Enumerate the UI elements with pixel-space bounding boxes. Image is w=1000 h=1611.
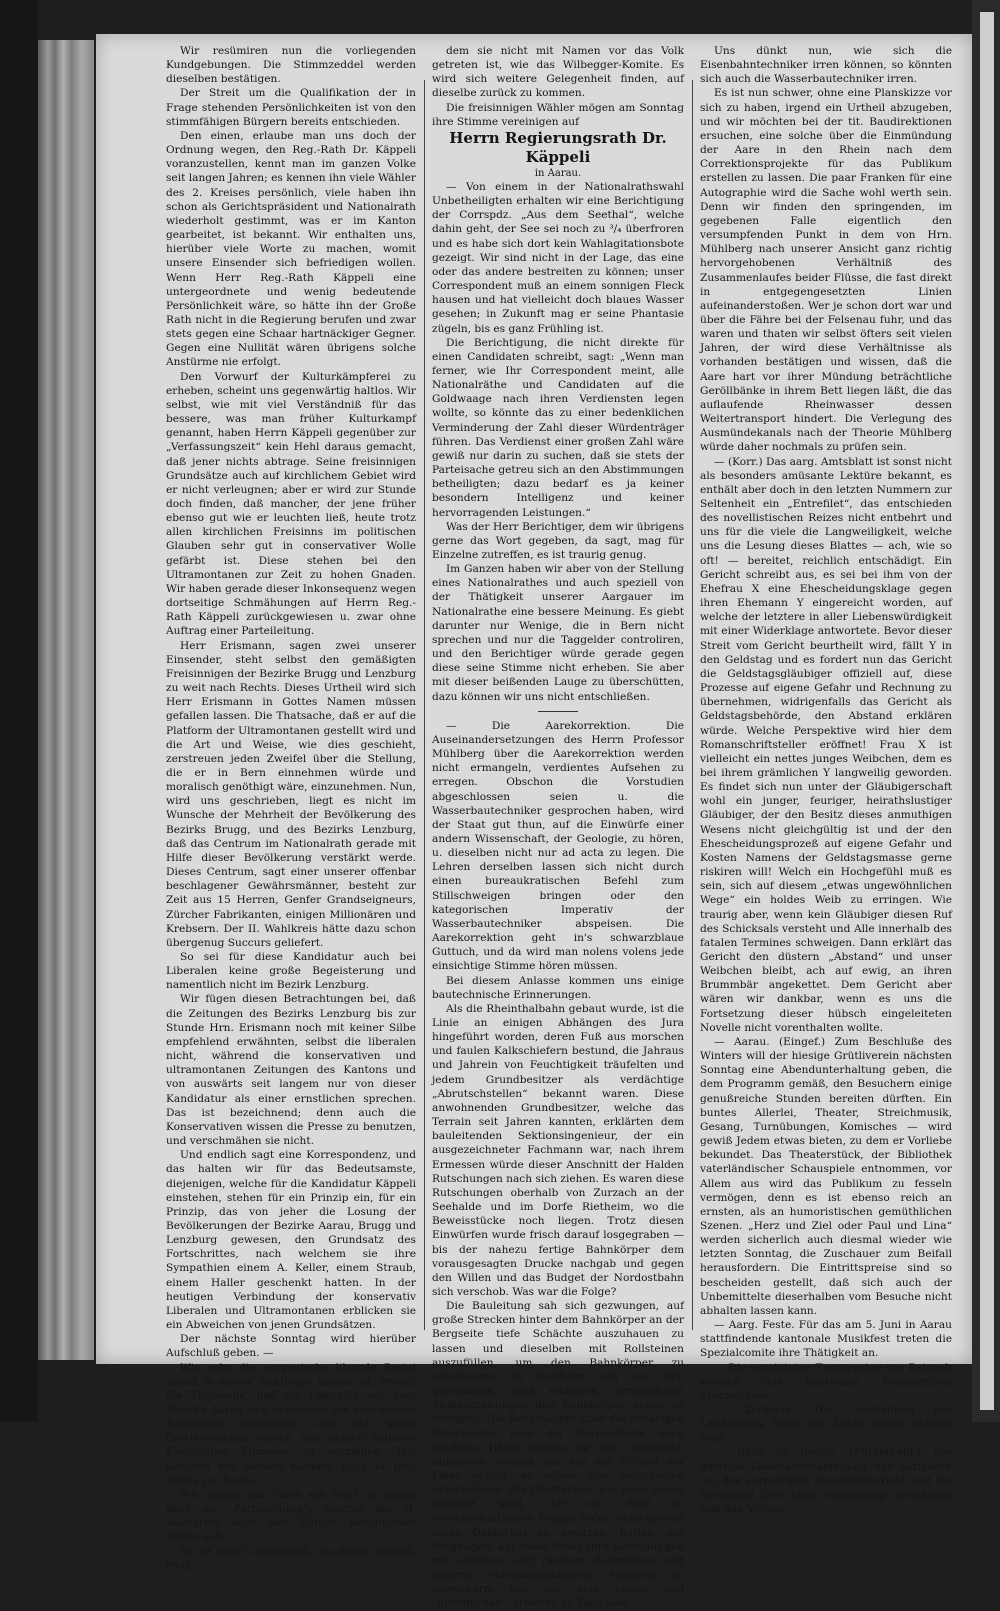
paragraph: Herr Erismann, sagen zwei unserer Einsender, steht selbst den gemäßigten Freisinnigen der Bezirke Brugg und Lenzburg zu weit nach Rechts. Dieses Urtheil wird sich Herr Erismann in Gottes Namen müssen gefallen lassen. Die Thatsache, daß er auf die Platform der Ultramontanen gestellt wird und die Art und Weise, wie dies geschieht, zerstreuen jeden Zweifel über die Stellung, die er in Bern einnehmen würde und moralisch genöthigt wäre, einzunehmen. Nun, wird uns geschrieben, liegt es nicht im Wunsche der Mehrheit der Bevölkerung des Bezirks Brugg, und des Bezirks Lenzburg, daß das Centrum im Nationalrath gerade mit Hilfe dieser Bevölkerung verstärkt werde. Dieses Centrum, sagt einer unserer offenbar beschlagener Gewährsmänner, besteht zur Zeit aus 15 Herren, Genfer Grandseigneurs, Zürcher Fabrikanten, einigen Millionären und Krebsern. Der II. Wahlkreis hätte dazu schon übergenug Succurs geliefert. — [166, 639, 416, 949]
paragraph: — Aarau. (Eingef.) Zum Beschluße des Winters will der hiesige Grütliverein nächsten Sonntag eine Abendunterhaltung geben, die dem Programm gemäß, den Besuchern einige genußreiche Stunden bereiten dürften. Ein buntes Allerlei, Theater, Streichmusik, Gesang, Turnübungen, Komisches — wird gewiß Jedem etwas bieten, zu dem er Vorliebe bekundet. Das Theaterstück, der Bibliothek vaterländischer Schauspiele entnommen, vor Allem aus wird das Publikum zu fesseln vermögen, denn es ist ebenso reich an ernsten, als an humoristischen gemüthlichen Szenen. „Herz und Ziel oder Paul und Lina“ werden sicherlich auch diesmal wieder wie letzten Sonntag, die Zuschauer zum Beifall herausfordern. Die Eintrittspreise sind so bescheiden gestellt, daß sich auch der Unbemittelte dieserhalben vom Besuche nicht abhalten lassen kann. — [700, 1035, 952, 1317]
candidate-subheading: in Aarau. — [534, 167, 582, 179]
paragraph: Wir hätten nun noch ein Wort zu sagen über die „Parteileitung“, welcher der II. Wahlkreis nach den Bünzer Beschlüssen folgen soll. — [166, 1488, 416, 1544]
column-rule-2 — [692, 80, 693, 1330]
candidate-heading: Herrn Regierungsrath Dr. Käppeli — [449, 128, 667, 166]
paragraph: — Zofingen. Die Ausziehung des Landsturms findet am Laufe dieses Monats statt. — [700, 1404, 952, 1445]
paragraph: Als die Rheinthalbahn gebaut wurde, ist die Linie an einigen Abhängen des Jura hingeführt worden, deren Fuß aus morschen und faulen Kalkschiefern bestund, die Jahraus und Jahrein von Feuchtigkeit träufelten und jedem Grundbesitzer als verdächtige „Abrutschstellen“ bekannt waren. Diese anwohnenden Grundbesitzer, welche das Terrain seit Jahren kannten, erklärten dem bauleitenden Sektionsingenieur, der ein ausgezeichneter Fachmann war, nach ihrem Ermessen würde dieser Anschnitt der Halden Rutschungen nach sich ziehen. Es waren diese Rutschungen oberhalb von Zurzach an der Seehalde und im Dorfe Rietheim, wo die Beweisstücke noch liegen. Trotz diesen Einwürfen wurde frisch darauf losgegraben — bis der nahezu fertige Bahnkörper dem vorausgesagten Drucke nachgab und gegen den Willen und das Budget der Nordostbahn sich verschob. Was war die Folge? — [432, 1002, 684, 1298]
paragraph: — Von einem in der Nationalrathswahl Unbetheiligten erhalten wir eine Berichtigung der Corrspdz. „Aus dem Seethal“, welche dahin geht, der See sei noch zu ³/₄ überfroren und es habe sich dort kein Wahlagitationsbote gezeigt. Wir sind nicht in der Lage, das eine oder das andere bestreiten zu können; unser Correspondent muß an einem sonnigen Fleck hausen und hat vielleicht doch blaues Wasser gesehen; in Zukunft mag er seine Phantasie zügeln, bis es ganz Frühling ist. — [432, 180, 684, 335]
paragraph: Im Ganzen haben wir aber von der Stellung eines Nationalrathes und auch speziell von der Thätigkeit unserer Aargauer im Nationalrathe eine bessere Meinung. Es giebt darunter nur Wenige, die in Bern nicht sprechen und nur die Taggelder controliren, und den Berichtiger würde gerade gegen diese seine Stimme nicht erheben. Sie aber mit dieser beißenden Lauge zu überschütten, dazu können wir uns nicht entschließen. — [432, 563, 684, 703]
paragraph: Den Vorwurf der Kulturkämpferei zu erheben, scheint uns gegenwärtig haltlos. Wir selbst, wie mit viel Verständniß für das bessere, was man früher Kulturkampf genannt, haben Herrn Käppeli gegenüber zur „Verfassungszeit“ kein Hehl daraus gemacht, daß jener nichts abtrage. Seine freisinnigen Grundsätze auch auf kirchlichem Gebiet wird er nicht verleugnen; aber er wird zur Stunde doch finden, daß mancher, der jene früher ebenso gut wie er leuchten ließ, heute trotz allen kirchlichen Freisinns im politischen Glauben sehr gut in conservativer Wolle gefärbt ist. Diese stehen bei den Ultramontanen zur Zeit zu hohen Gnaden. Wir haben gerade dieser Inkonsequenz wegen dortseitige Schmähungen auf Herrn Reg.-Rath Käppeli zurückgewiesen u. zwar ohne Auftrag einer Parteileitung. — [166, 370, 416, 638]
paragraph: Bei diesem Anlasse kommen uns einige bautechnische Erinnerungen. — [432, 974, 684, 1001]
next-page-edge — [980, 12, 994, 1410]
paragraph: Die freisinnigen Wähler mögen am Sonntag ihre Stimme vereinigen auf — [432, 101, 684, 128]
paragraph: Wir resümiren nun die vorliegenden Kundgebungen. Die Stimmzeddel werden dieselben bestätigen. — [166, 45, 416, 86]
paragraph: Was der Herr Berichtiger, dem wir übrigens gerne das Wort gegeben, da sagt, mag für Einzelne zutreffen, es ist traurig genug. — [432, 520, 684, 561]
paragraph: Die Bauleitung sah sich gezwungen, auf große Strecken hinter dem Bahnkörper an der Bergseite tiefe Schächte auszuhauen zu lassen und dieselben mit Rollsteinen auszufüllen, um den Bahnkörper zu entwässern. In Rietheim sah sie sich gezwungen, nach endlosen, vergeblichen Stollengrabungen den Bahnkörper etwas zu verlegen. Die Rechnungen über die daherigen Mehrkosten wird die Nordostbahn noch besitzen. Hätte damals die sich untrüglich dünkende Technik nur auf das Urtheil der Laien gehört, so wären jene Mehrkosten unterblieben. Die Dilettanten, wie jeder gerne genannt wird, der ein Wort in wissenschaftlichen Fragen redet, ohne gerade einen Doktorhut zu besitzen, hatten das Vergnügen, auf diese Weise ihre Sammlungen mit seltenen und riesigen Belemniten und anderm vorsündfluthlichem Material zu bereichern, das bei dem neuen und „gründlichen“ Arbeiten zu Tage kam. — [432, 1300, 684, 1610]
paragraph: Der Streit um die Qualifikation der in Frage stehenden Persönlichkeiten ist von den stimmfähigen Bürgern bereits entschieden. — [166, 87, 416, 128]
paragraph: Die Berichtigung, die nicht direkte für einen Candidaten schreibt, sagt: „Wenn man ferner, wie Ihr Correspondent meint, alle Nationalräthe und Candidaten auf die Goldwaage nach ihren Verdiensten legen wollte, so könnte das zu einer bedenklichen Verminderung der Zahl dieser Würdenträger führen. Das Verdienst einer großen Zahl wäre gewiß nur darin zu suchen, daß sie stets der Parteisache getreu sich an den Abstimmungen betheiligten; dazu bedarf es ja keiner besondern Intelligenz und keiner hervorragenden Leistungen.“ — [432, 336, 684, 519]
paragraph: dem sie nicht mit Namen vor das Volk getreten ist, wie das Wilbegger-Komite. Es wird sich weitere Gelegenheit finden, auf dieselbe zurück zu kommen. — [432, 45, 684, 100]
paragraph: Es ist nun schwer, ohne eine Planskizze vor sich zu haben, irgend ein Urtheil abzugeben, und wir möchten bei der tit. Baudirektionen ersuchen, eine solche über die Einmündung der Aare in den Rhein nach dem Correktionsprojekte für das Publikum erstellen zu lassen. Die paar Franken für eine Autographie wird die Sache wohl werth sein. Denn wir finden den springenden, im gegebenen Falle eigentlich den versumpfenden Punkt in dem von Hrn. Mühlberg nach unserer Ansicht ganz richtig hervorgehobenen Verhältniß des Zusammenlaufes beider Flüsse, die fast direkt in entgegengesetzten Linien aufeinanderstoßen. Wer je schon dort war und über die Fähre bei der Felsenau fuhr, und das waren und thaten wir selbst öfters seit vielen Jahren, der wird diese Verhältnisse als vorhanden bestätigen und wissen, daß die Aare hart vor ihrer Mündung beträchtliche Geröllbänke in ihrem Bett liegen läßt, die das auflaufende Rheinwasser dessen Weitertransport hindert. Die Verlegung des Ausmündekanals nach der Theorie Mühlberg würde daher nochmals zu prüfen sein. — [700, 87, 952, 454]
paragraph: Der nächste Sonntag wird hierüber Aufschluß geben. — — [166, 1333, 416, 1360]
column-rule-1 — [424, 80, 425, 1330]
paragraph: So sei für diese Kandidatur auch bei Liberalen keine große Begeisterung und namentlich nicht im Bezirk Lenzburg. — [166, 951, 416, 992]
paragraph: Wie sehr die aargauische liberale Partei selbst in dieser Wahlfrage uneins ist, erhellt die Thatsache, daß ein Liberaler aus dem Bezirke Aarau sich persönlich um eine eigene Kandidatur interessirt, und sich keine Gewissensbisse macht, den beiden anderen Kandidaten Stimmen zu entziehen. Wir könnten den Namen nennen; doch er thut nichts zur Sache. — [166, 1361, 416, 1487]
binding-shadow — [0, 0, 38, 1422]
page-edges — [38, 40, 94, 1360]
column-2 — [432, 44, 684, 1610]
right-margin — [972, 0, 1000, 1422]
column-3 — [700, 44, 952, 1516]
paragraph: — Die vereinigten Turnvereine von Reinach werden das kantonale Preisturnfest übernehmen. — [700, 1361, 952, 1402]
paragraph: Den einen, erlaube man uns doch der Ordnung wegen, den Reg.-Rath Dr. Käppeli voranzustellen, kennt man im ganzen Volke seit langen Jahren; es kennen ihn viele Wähler des 2. Kreises persönlich, viele haben ihn schon als Gerichtspräsident und Nationalrath wiederholt gestimmt, was er im Kanton gearbeitet, ist bekannt. Wir enthalten uns, hierüber viele Worte zu machen, womit unsere Einsender sich befriedigen wollen. Wenn Herr Reg.-Rath Käppeli eine untergeordnete und wenig bedeutende Persönlichkeit wäre, so hätte ihn der Große Rath nicht in die Regierung berufen und zwar stets gegen eine Schaar hartnäckiger Gegner. Gegen eine Nullität wären übrigens solche Anstürme nie erfolgt. — [166, 129, 416, 369]
paragraph: — (Korr.) Das aarg. Amtsblatt ist sonst nicht als besonders amüsante Lektüre bekannt, es enthält aber doch in den letzten Nummern zur Seltenheit ein „Entrefilet“, das entschieden des novellistischen Reizes nicht entbehrt und uns für die viele die Langweiligkeit, welche uns die Lesung dieses Blattes — ach, wie so oft! — bereitet, reichlich entschädigt. Ein Gericht schreibt aus, es sei bei ihm von der Ehefrau X eine Ehescheidungsklage gegen ihren Ehemann Y eingereicht worden, auf welche der letztere in aller Liebenswürdigkeit mit einer Widerklage antwortete. Bevor dieser Streit vom Gericht beurtheilt wird, fällt Y in den Geldstag und es fordert nun das Gericht die Geldstagsgläubiger offiziell auf, diese Prozesse auf eigene Gefahr und Rechnung zu übernehmen, widrigenfalls das Gericht als Geldstagsbehörde, den Abstand erklären würde. Welche Perspektive wird hier dem Romanschriftsteller eröffnet! Frau X ist vielleicht ein nettes junges Weibchen, dem es bei ihrem grämlichen Y langweilig geworden. Es findet sich nun unter der Gläubigerschaft wohl ein junger, feuriger, heirathslustiger Gläubiger, der den Besitz dieses anmuthigen Wesens nicht gleichgültig ist und der den Ehescheidungsprozeß auf eigene Gefahr und Kosten Namens der Geldstagsmasse gerne riskiren will! Welch ein Hochgefühl muß es sein, sich auf diesem „etwas ungewöhnlichen Wege“ ein holdes Weib zu erringen. Wie traurig aber, wenn kein Gläubiger diesen Ruf des Schicksals versteht und Alle innerhalb des fatalen Termines schweigen. Dann erklärt das Gericht den düstern „Abstand“ und unser Weibchen bleibt, ach auf ewig, an ihren Brummbär angekettet. Dem Gericht aber wären wir dankbar, wenn es uns die Fortsetzung dieser hübsch eingeleiteten Novelle nicht vorenthalten wollte. — [700, 455, 952, 1034]
paragraph: — Aarg. Feste. Für das am 5. Juni in Aarau stattfindende kantonale Musikfest treten die Spezialcomite ihre Thätigkeit an. — [700, 1319, 952, 1360]
paragraph: Es ist nicht unbekannt, wo diese residirt, trotz- — [166, 1545, 416, 1572]
paragraph: Und endlich sagt eine Korrespondenz, und das halten wir für das Bedeutsamste, diejenigen, welche für die Kandidatur Käppeli einstehen, stehen für ein Prinzip ein, für ein Prinzip, das von jeher die Losung der Bevölkerungen der Bezirke Aarau, Brugg und Lenzburg gewesen, den Grundsatz des Fortschrittes, nach welchem sie ihre Sympathien einem A. Keller, einem Straub, einem Haller geschenkt hatten. In der heutigen Verbindung der konservativ Liberalen und Ultramontanen erblicken sie ein Abweichen von jenen Grundsätzen. — [166, 1149, 416, 1332]
column-1 — [166, 44, 416, 1572]
paragraph: — Bank in Baden. (Mitgetheilt.) Die gestrige Generalversammlung der Aktionäre hat den vorgelegten Geschäftsbericht und die Rechnung pro 1886 einstimmig genehmigt und den Verwal- — [700, 1446, 952, 1516]
paragraph: — Die Aarekorrektion. Die Auseinandersetzungen des Herrn Professor Mühlberg über die Aarekorrektion werden nicht ermangeln, verdientes Aufsehen zu erregen. Obschon die Vorstudien abgeschlossen seien u. die Wasserbautechniker gesprochen haben, wird der Staat gut thun, auf die Einwürfe einer andern Wissenschaft, der Geologie, zu hören, u. dieselben nicht nur ad acta zu legen. Die Lehren derselben lassen sich nicht durch einen bureaukratischen Befehl zum Stillschweigen bringen oder den kategorischen Imperativ der Wasserbautechniker abspeisen. Die Aarekorrektion geht in's schwarzblaue Guttuch, und da wird man nolens volens jede einsichtige Stimme hören müssen. — [432, 719, 684, 973]
paragraph: Wir fügen diesen Betrachtungen bei, daß die Zeitungen des Bezirks Lenzburg bis zur Stunde Hrn. Erismann noch mit keiner Silbe empfehlend erwähnten, selbst die liberalen nicht, während die konservativen und ultramontanen Zeitungen des Kantons und von auswärts seit langem nur von dieser Kandidatur als einer ernstlichen sprechen. Das ist bezeichnend; denn auch die Konservativen wissen die Presse zu benutzen, und verschmähen sie nicht. — [166, 993, 416, 1148]
paragraph: Uns dünkt nun, wie sich die Eisenbahntechniker irren können, so könnten sich auch die Wasserbautechniker irren. — [700, 45, 952, 86]
section-separator — [538, 711, 578, 712]
